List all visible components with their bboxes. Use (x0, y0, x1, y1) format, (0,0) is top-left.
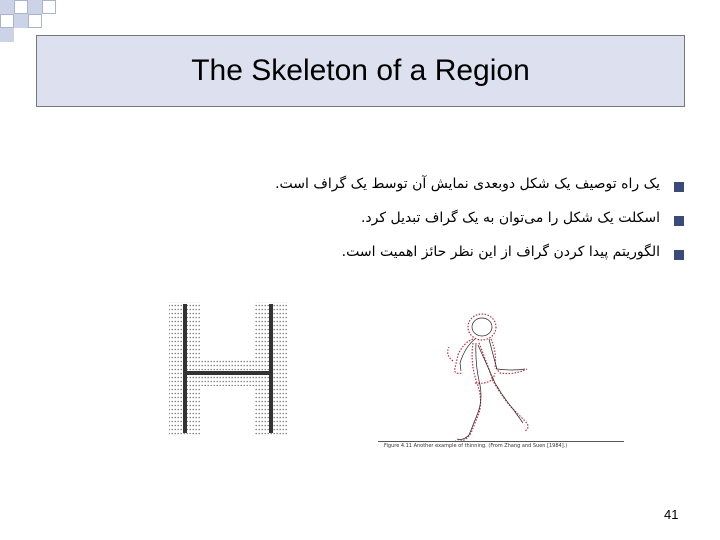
page-number: 41 (664, 507, 679, 522)
bullet-item (124, 176, 684, 210)
bullet-square-icon (674, 250, 684, 260)
caption-rule (378, 441, 624, 442)
h-skeleton-image (165, 300, 295, 437)
bullet-item (124, 210, 684, 244)
title-box (36, 35, 685, 107)
bullet-list (124, 176, 684, 278)
bullet-text: اسکلت یک شکل را می‌توان به یک گراف تبدیل کرد. (360, 210, 660, 226)
figure-skeleton-image (375, 303, 625, 463)
bullet-square-icon (674, 216, 684, 226)
bullet-text: الگوریتم پیدا کردن گراف از این نظر حائز اهمیت است. (341, 244, 660, 260)
bullet-text: یک راه توصیف یک شکل دوبعدی نمایش آن توسط یک گراف است. (275, 176, 660, 192)
bullet-square-icon (674, 182, 684, 192)
figure-caption: Figure 4.11 Another example of thinning. (From Zhang and Suen [1984].) (384, 443, 568, 449)
slide-title: The Skeleton of a Region (191, 54, 530, 87)
bullet-item (124, 244, 684, 278)
